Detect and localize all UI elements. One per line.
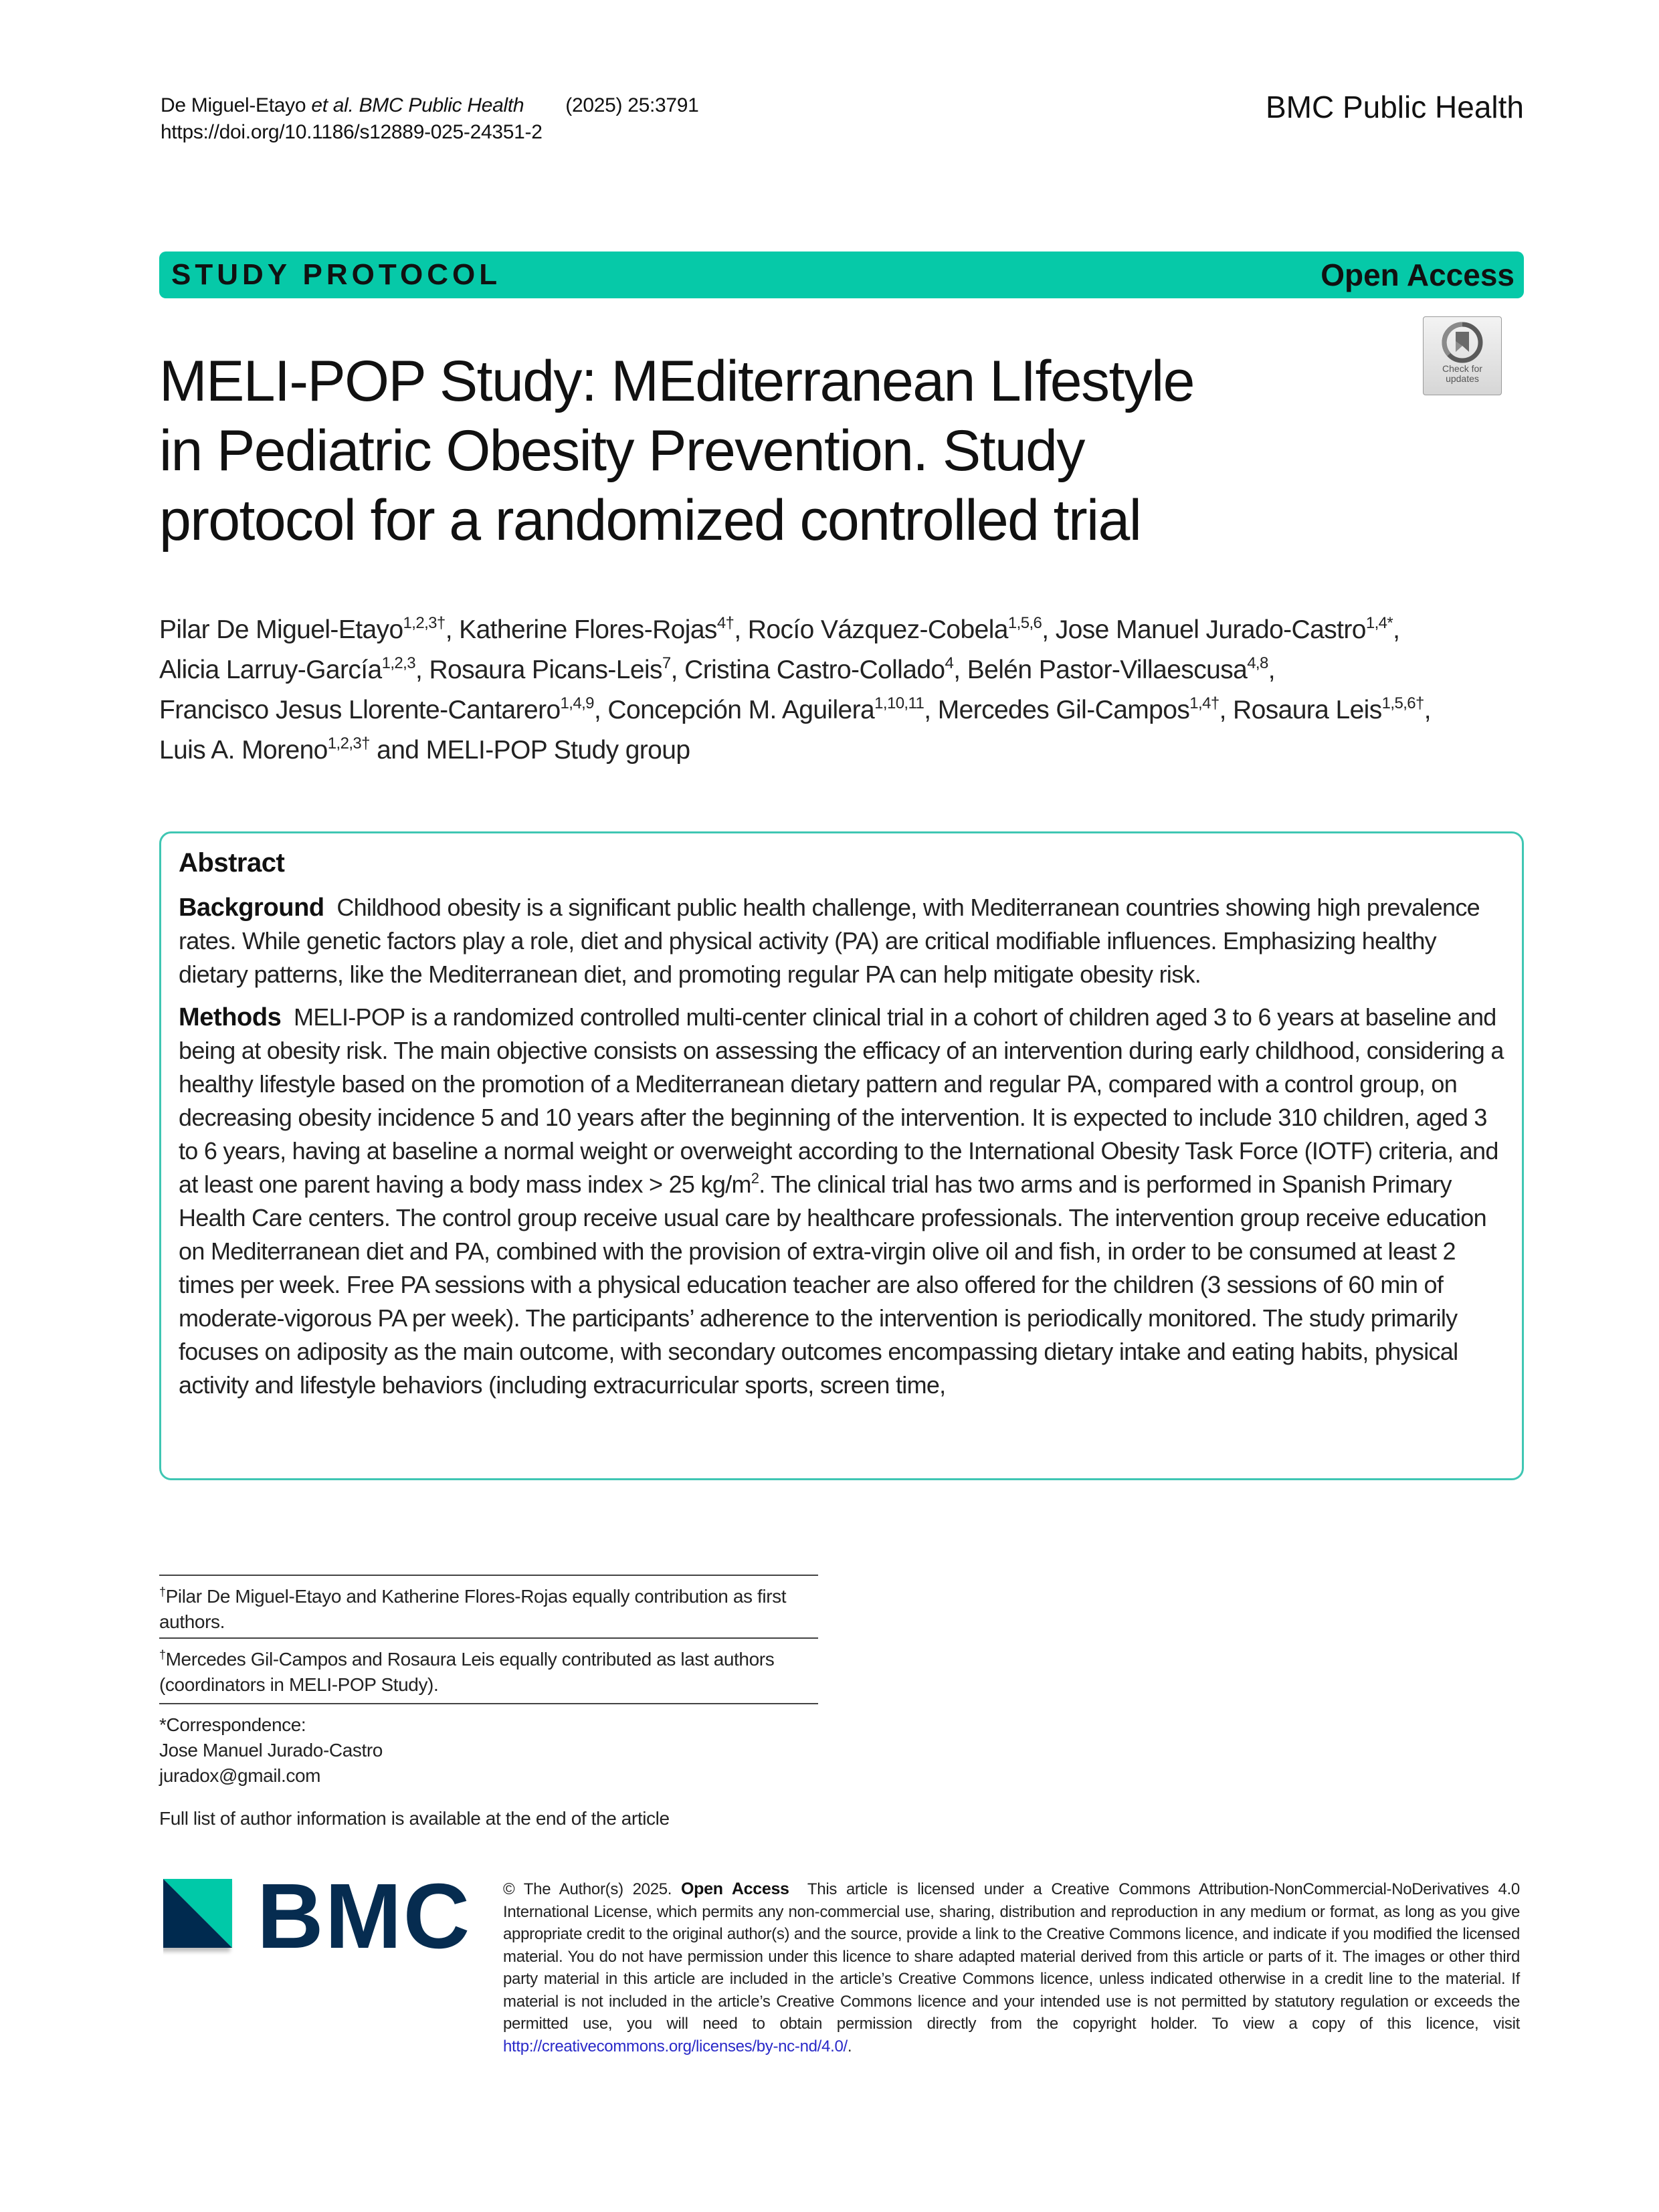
separator: , [1042, 615, 1056, 644]
abstract-box [159, 831, 1524, 1480]
check-for-updates-button[interactable] [1423, 316, 1502, 395]
separator: , [415, 656, 429, 684]
author-name[interactable]: Rosaura Picans-Leis [429, 656, 662, 684]
methods-text-continued: . The clinical trial has two arms and is performed in Spanish Primary Health Care centers. The control group receive usual care by healthcare professionals. The intervention group receive education on Mediterranean diet and PA, combined with the provision of extra-virgin olive oil and fish, in order to be consumed at least 2 times per week. Free PA sessions with a physical education teacher are also offered for the children (3 sessions of 60 min of moderate-vigorous PA per week). The participants’ adherence to the intervention is periodically monitored. The study primarily focuses on adiposity as the main outcome, with secondary outcomes encompassing dietary intake and eating habits, physical activity and lifestyle behaviors (including extracurricular sports, screen time, [179, 1171, 1486, 1399]
separator: , [1393, 615, 1400, 644]
author-affiliation: 7 [662, 654, 671, 672]
correspondence-email[interactable]: juradox@gmail.com [159, 1765, 321, 1786]
author-name[interactable]: Alicia Larruy-García [159, 656, 382, 684]
separator: , [1268, 656, 1276, 684]
author-line [159, 690, 1531, 730]
license-text [503, 1878, 1520, 2057]
superscript: 2 [751, 1170, 759, 1187]
dagger-mark: † [159, 1648, 166, 1662]
footnote-first-authors [159, 1584, 818, 1635]
author-affiliation: 1,10,11 [874, 694, 924, 712]
footnote-divider [159, 1575, 818, 1576]
author-line [159, 730, 1531, 771]
separator: , [924, 696, 938, 724]
journal-name: BMC Public Health [1265, 90, 1524, 124]
methods-label: Methods [179, 1003, 282, 1031]
doi-link[interactable]: https://doi.org/10.1186/s12889-025-24351-2 [161, 121, 543, 143]
author-name[interactable]: Mercedes Gil-Campos [937, 696, 1190, 724]
correspondence [159, 1712, 818, 1789]
author-name[interactable]: Jose Manuel Jurado-Castro [1055, 615, 1366, 644]
footnote-text: Mercedes Gil-Campos and Rosaura Leis equally contributed as last authors (coordinators in MELI-POP Study). [159, 1649, 775, 1695]
check-for-updates-line1: Check for [1442, 363, 1482, 374]
separator: , [1219, 696, 1234, 724]
study-group: and MELI-POP Study group [369, 736, 690, 765]
author-affiliation: 1,5,6† [1381, 694, 1424, 712]
author-name[interactable]: Belén Pastor-Villaescusa [967, 656, 1248, 684]
author-affiliation: 4,8 [1247, 654, 1268, 672]
author-name[interactable]: Pilar De Miguel-Etayo [159, 615, 403, 644]
article-type-banner [159, 252, 1524, 298]
open-access-bold: Open Access [681, 1880, 789, 1898]
check-for-updates-line2: updates [1446, 373, 1479, 384]
abstract-background [179, 891, 1504, 991]
citation-journal: et al. BMC Public Health [311, 94, 524, 116]
separator: , [593, 696, 608, 724]
bmc-logo [163, 1876, 471, 1956]
author-affiliation: 1,5,6 [1007, 614, 1042, 632]
author-name[interactable]: Concepción M. Aguilera [607, 696, 875, 724]
separator: , [734, 615, 748, 644]
footnote-divider [159, 1637, 818, 1639]
separator: , [953, 656, 967, 684]
separator: , [670, 656, 685, 684]
author-name[interactable]: Rocío Vázquez-Cobela [747, 615, 1008, 644]
author-affiliation: 1,4,9 [560, 694, 594, 712]
article-type-label: STUDY PROTOCOL [171, 258, 502, 291]
correspondence-name: Jose Manuel Jurado-Castro [159, 1740, 383, 1761]
title-line-1: MELI-POP Study: MEditerranean LIfestyle [159, 349, 1194, 413]
author-affiliation: 4† [716, 614, 735, 632]
license-body: This article is licensed under a Creative Commons Attribution-NonCommercial-NoDerivatives 4.0 International License, which permits any non-commercial use, sharing, distribution and reproduction in any medium or format, as long as you give appropriate credit to the original author(s) and the source, provide a link to the Creative Commons licence, and indicate if you modified the licensed material. You do not have permission under this licence to share adapted material derived from this article or parts of it. The images or other third party material in this article are included in the article’s Creative Commons licence, unless indicated otherwise in a credit line to the material. If material is not included in the article’s Creative Commons licence and your intended use is not permitted by statutory regulation or exceeds the permitted use, you will need to obtain permission directly from the copyright holder. To view a copy of this licence, visit [503, 1880, 1520, 2033]
correspondence-label: *Correspondence: [159, 1714, 306, 1735]
author-name[interactable]: Rosaura Leis [1233, 696, 1382, 724]
article-title [159, 346, 1310, 555]
author-name[interactable]: Cristina Castro-Collado [684, 656, 945, 684]
separator: , [1424, 696, 1432, 724]
background-text: Childhood obesity is a significant public health challenge, with Mediterranean countries showing high prevalence rates. While genetic factors play a role, diet and physical activity (PA) are critical modifiable influences. Emphasizing healthy dietary patterns, like the Mediterranean diet, and promoting regular PA can help mitigate obesity risk. [179, 894, 1480, 988]
author-affiliation: 1,2,3 [381, 654, 415, 672]
dagger-mark: † [159, 1585, 166, 1599]
background-label: Background [179, 894, 324, 922]
author-name[interactable]: Katherine Flores-Rojas [459, 615, 717, 644]
bookmark-badge-icon [1441, 321, 1484, 364]
period: . [847, 2037, 852, 2055]
abstract-heading: Abstract [179, 848, 285, 878]
footnote-text: Pilar De Miguel-Etayo and Katherine Flores-Rojas equally contribution as first authors. [159, 1586, 787, 1632]
author-line [159, 610, 1531, 650]
running-header [161, 92, 699, 146]
footnote-last-authors [159, 1647, 818, 1698]
author-affiliation: 4 [945, 654, 954, 672]
citation-line [161, 92, 699, 119]
citation-authors: De Miguel-Etayo [161, 94, 306, 116]
copyright-notice: © The Author(s) 2025. [503, 1880, 672, 1898]
bmc-wordmark: BMC [257, 1876, 471, 1956]
license-link[interactable]: http://creativecommons.org/licenses/by-nc-nd/4.0/ [503, 2037, 848, 2055]
author-line [159, 650, 1531, 690]
author-affiliation: 1,4* [1365, 614, 1393, 632]
bmc-logo-icon [163, 1876, 471, 1956]
separator: , [445, 615, 460, 644]
author-affiliation: 1,2,3† [403, 614, 446, 632]
author-name[interactable]: Luis A. Moreno [159, 736, 328, 765]
footnote-divider [159, 1703, 818, 1704]
title-line-3: protocol for a randomized controlled trial [159, 488, 1141, 552]
citation-year-volume: (2025) 25:3791 [565, 94, 699, 116]
methods-text: MELI-POP is a randomized controlled multi-center clinical trial in a cohort of children aged 3 to 6 years at baseline and being at obesity risk. The main objective consists on assessing the efficacy of an intervention during early childhood, considering a healthy lifestyle based on the promotion of a Mediterranean dietary pattern and regular PA, compared with a control group, on decreasing obesity incidence 5 and 10 years after the beginning of the intervention. It is expected to include 310 children, aged 3 to 6 years, having at baseline a normal weight or overweight according to the International Obesity Task Force (IOTF) criteria, and at least one parent having a body mass index > 25 kg/m [179, 1003, 1504, 1198]
author-affiliation: 1,2,3† [327, 734, 370, 752]
author-list [159, 610, 1531, 771]
open-access-label: Open Access [1321, 258, 1515, 292]
full-author-info-note: Full list of author information is available at the end of the article [159, 1808, 670, 1829]
abstract-methods [179, 1001, 1504, 1402]
author-name[interactable]: Francisco Jesus Llorente-Cantarero [159, 696, 561, 724]
title-line-2: in Pediatric Obesity Prevention. Study [159, 419, 1084, 483]
author-affiliation: 1,4† [1189, 694, 1219, 712]
